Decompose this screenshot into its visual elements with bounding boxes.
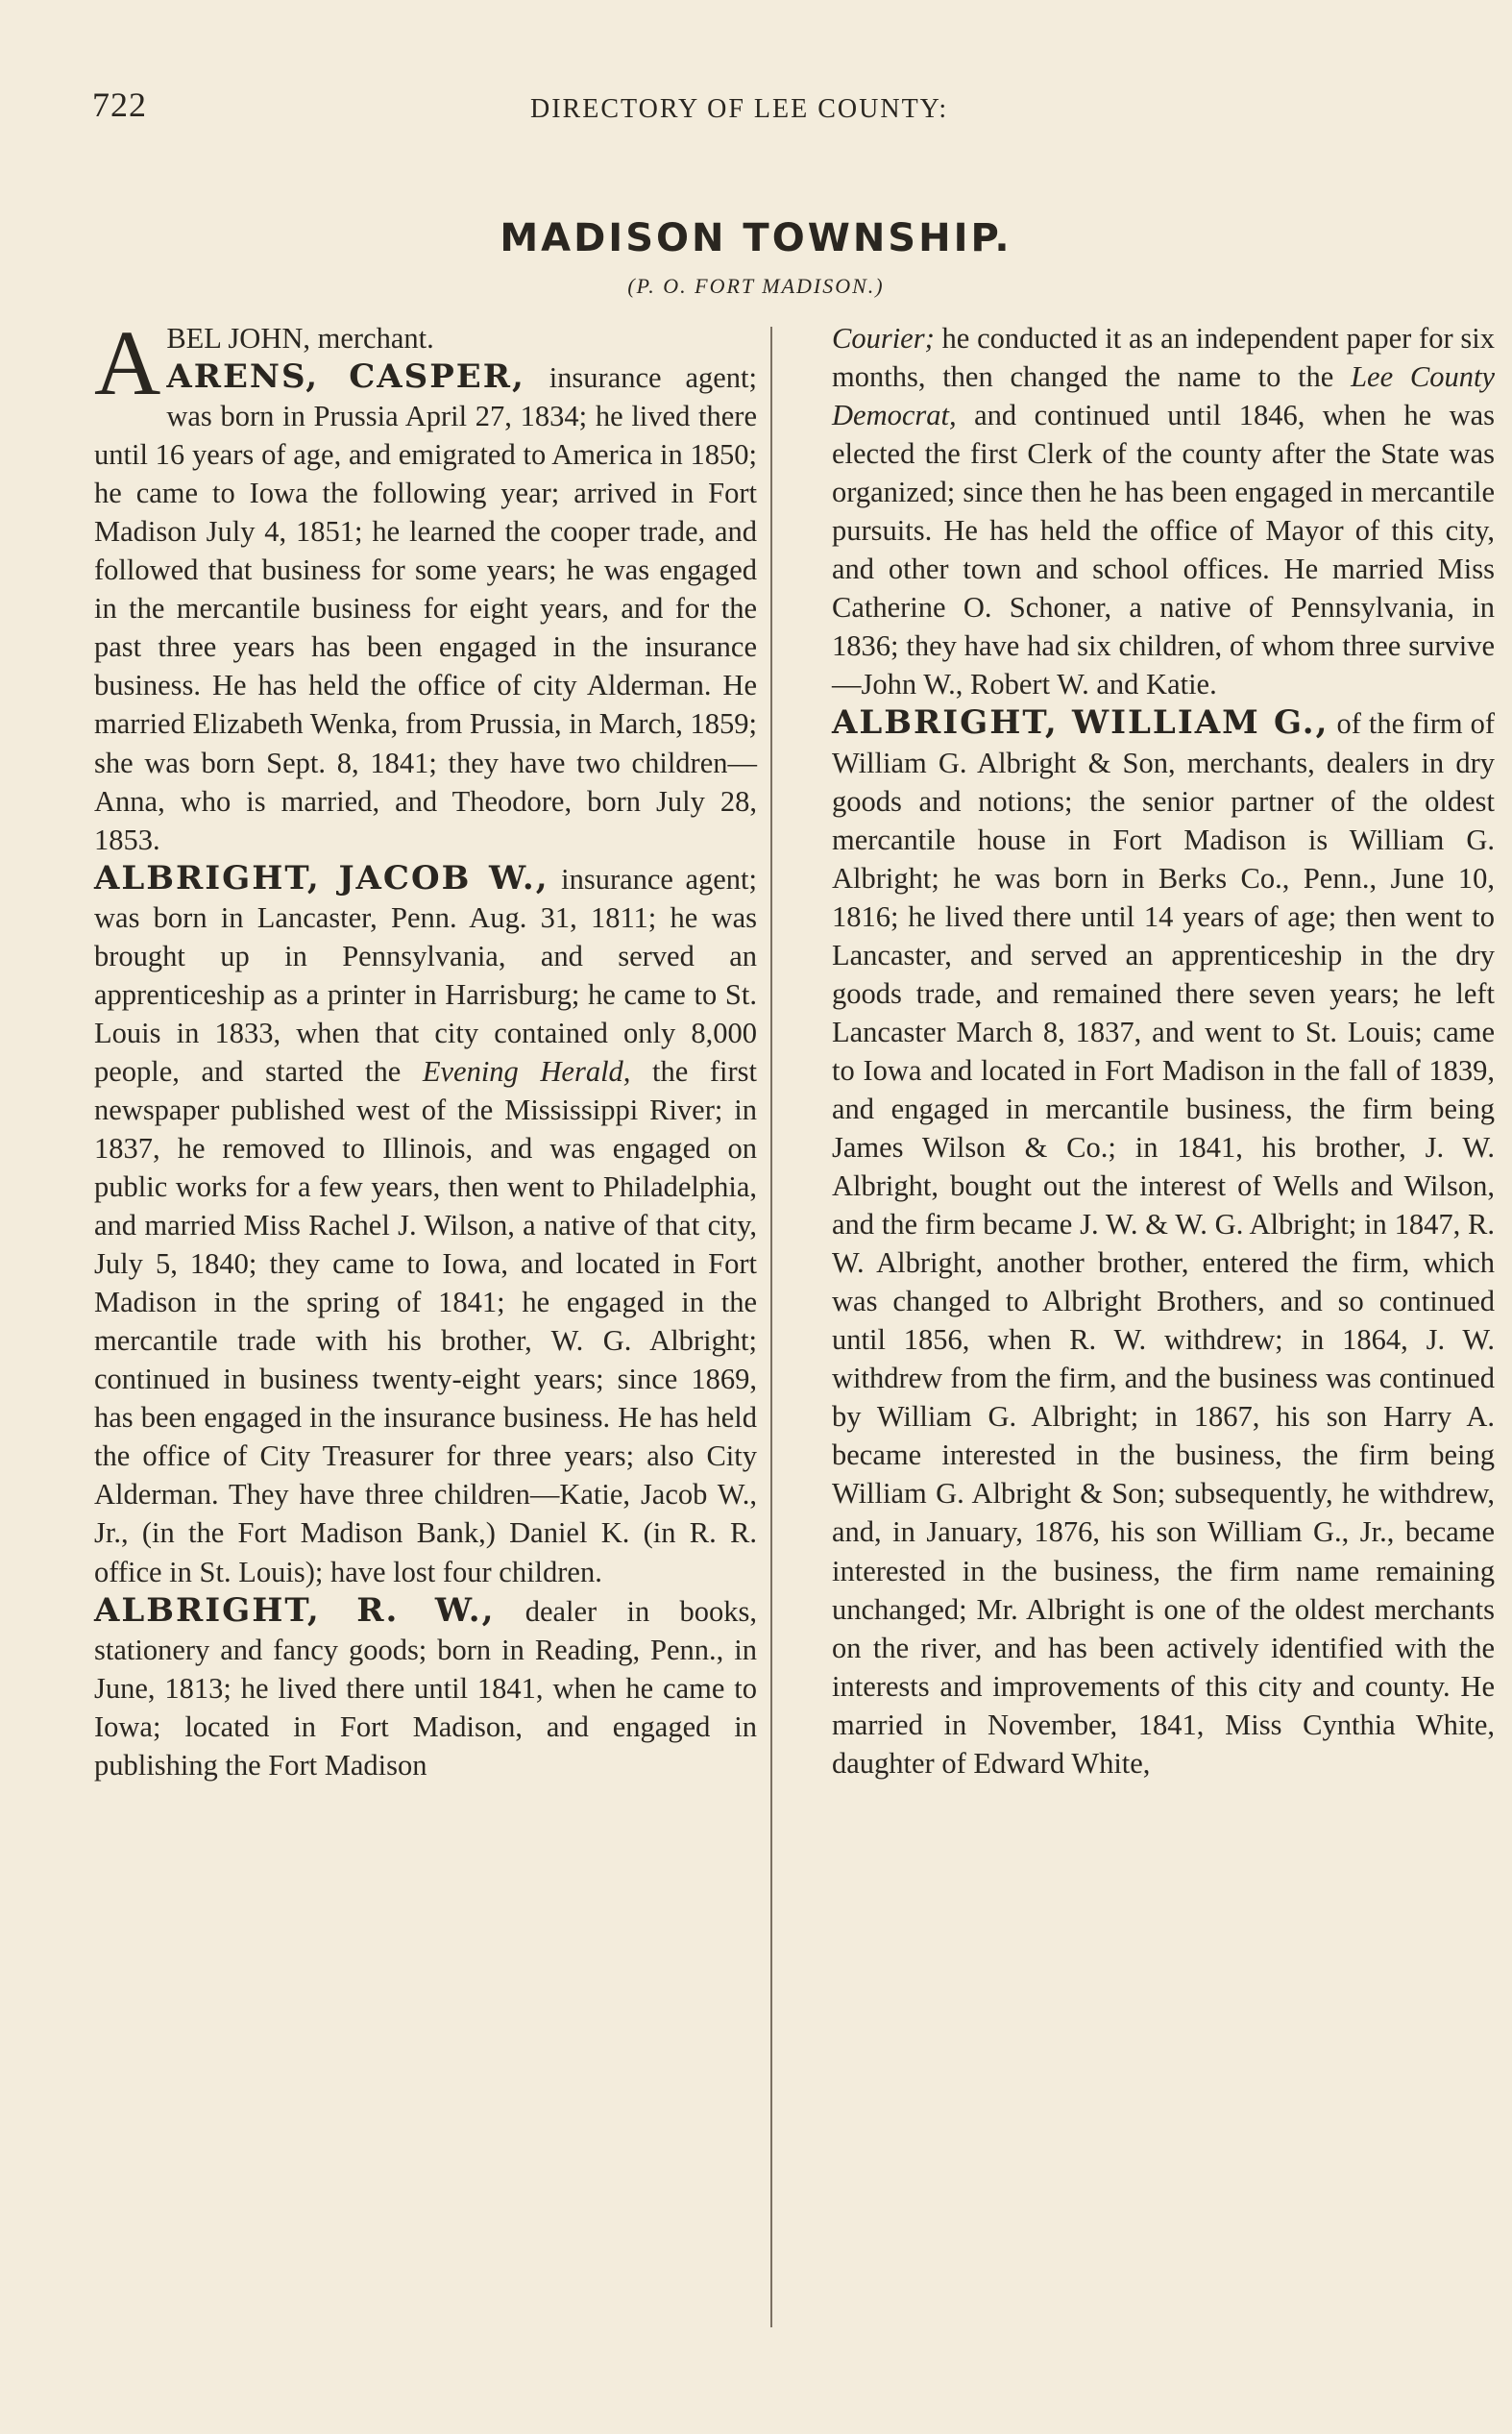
newspaper-title: Courier;	[832, 322, 935, 355]
entry-text: the first newspaper published west of the Mississippi River; in 1837, he removed to Illinois, and was engaged on public works for a few years, then went to Philadelphia, and married Miss Rachel J. Wilson, a native of that city, July 5, 1840; they came to Iowa, and located in Fort Madison in the spring of 1841; he engaged in the mercantile trade with his brother, W. G. Albright; continued in business twenty-eight years; since 1869, has been engaged in the insurance business. He has held the office of City Treasurer for three years; also City Alderman. They have three children—Katie, Jacob W., Jr., (in the Fort Madison Bank,) Daniel K. (in R. R. office in St. Louis); have lost four children.	[94, 1054, 757, 1588]
entry-text: insurance agent; was born in Prussia April 27, 1834; he lived there until 16 years of age, and emigrated to America in 1850; he came to Iowa the following year; arrived in Fort Madison July 4, 1851; he learned the cooper trade, and followed that business for some years; he was engaged in the mercantile business for eight years, and for the past three years has been engaged in the insurance business. He has held the office of city Alderman. He married Elizabeth Wenka, from Prussia, in March, 1859; she was born Sept. 8, 1841; they have two children—Anna, who is married, and Theodore, born July 28, 1853.	[94, 361, 757, 856]
left-column	[94, 311, 757, 1784]
page-number: 722	[92, 86, 147, 124]
entry-text: insurance agent; was born in Lancaster, Penn. Aug. 31, 1811; he was brought up in Pennsylvania, and served an apprenticeship as a printer in Harrisburg; he came to St. Louis in 1833, when that city contained only 8,000 people, and started the	[94, 862, 757, 1088]
column-divider	[770, 327, 772, 2327]
entry-text: he conducted it as an independent paper for six months, then changed the name to the	[832, 322, 1495, 394]
entry-text: and continued until 1846, when he was elected the first Clerk of the county after the State was organized; since then he has been engaged in mercantile pursuits. He has held the office of Mayor of this city, and other town and school offices. He married Miss Catherine O. Schoner, a native of Pennsylvania, in 1836; they have had six children, of whom three survive—John W., Robert W. and Katie.	[832, 399, 1495, 701]
running-head	[92, 85, 1437, 133]
drop-cap: A	[94, 311, 161, 414]
entry-text: of the firm of William G. Albright & Son, merchants, dealers in dry goods and notions; the senior partner of the oldest mercantile house in Fort Madison is William G. Albright; he was born in Berks Co., Penn., June 10, 1816; he lived there until 14 years of age; then went to Lancaster, and served an apprenticeship in the dry goods trade, and remained there seven years; he left Lancaster March 8, 1837, and went to St. Louis; came to Iowa and located in Fort Madison in the fall of 1839, and engaged in mercantile business, the firm being James Wilson & Co.; in 1841, his brother, J. W. Albright, bought out the interest of Wells and Wilson, and the firm became J. W. & W. G. Albright; in 1847, R. W. Albright, another brother, entered the firm, which was changed to Albright Brothers, and so continued until 1856, when R. W. withdrew; in 1864, J. W. withdrew from the firm, and the business was continued by William G. Albright; in 1867, his son Harry A. became interested in the business, the firm being William G. Albright & Son; subsequently, he withdrew, and, in January, 1876, his son William G., Jr., became interested in the business, the firm name remaining unchanged; Mr. Albright is one of the oldest merchants on the river, and has been actively identified with the interests and improvements of this city and county. He married in November, 1841, Miss Cynthia White, daughter of Edward White,	[832, 707, 1495, 1780]
newspaper-title: Evening Herald,	[422, 1054, 631, 1088]
entry-name: ALBRIGHT, JACOB W.,	[94, 858, 549, 897]
entry-arens-casper	[94, 357, 757, 859]
newspaper-title: Lee County Democrat,	[832, 360, 1495, 432]
entry-albright-rw	[94, 1591, 757, 1784]
entry-name: ALBRIGHT, WILLIAM G.,	[832, 703, 1329, 743]
entry-albright-rw-continued	[832, 319, 1495, 703]
section-title: MADISON TOWNSHIP.	[500, 216, 1012, 260]
running-title: DIRECTORY OF LEE COUNTY:	[530, 94, 949, 124]
entry-text: dealer in books, stationery and fancy goods; born in Reading, Penn., in June, 1813; he lived there until 1841, when he came to Iowa; located in Fort Madison, and engaged in publishing the Fort Madison	[94, 1594, 757, 1782]
right-column	[832, 319, 1495, 1782]
entry-text: merchant.	[310, 322, 434, 355]
entry-albright-jacob	[94, 859, 757, 1591]
entry-albright-william	[832, 703, 1495, 1782]
section-subtitle: (P. O. FORT MADISON.)	[627, 274, 885, 298]
entry-name: ARENS, CASPER,	[166, 357, 525, 397]
entry-name: BEL JOHN,	[166, 322, 310, 355]
entry-name: ALBRIGHT, R. W.,	[94, 1590, 496, 1630]
